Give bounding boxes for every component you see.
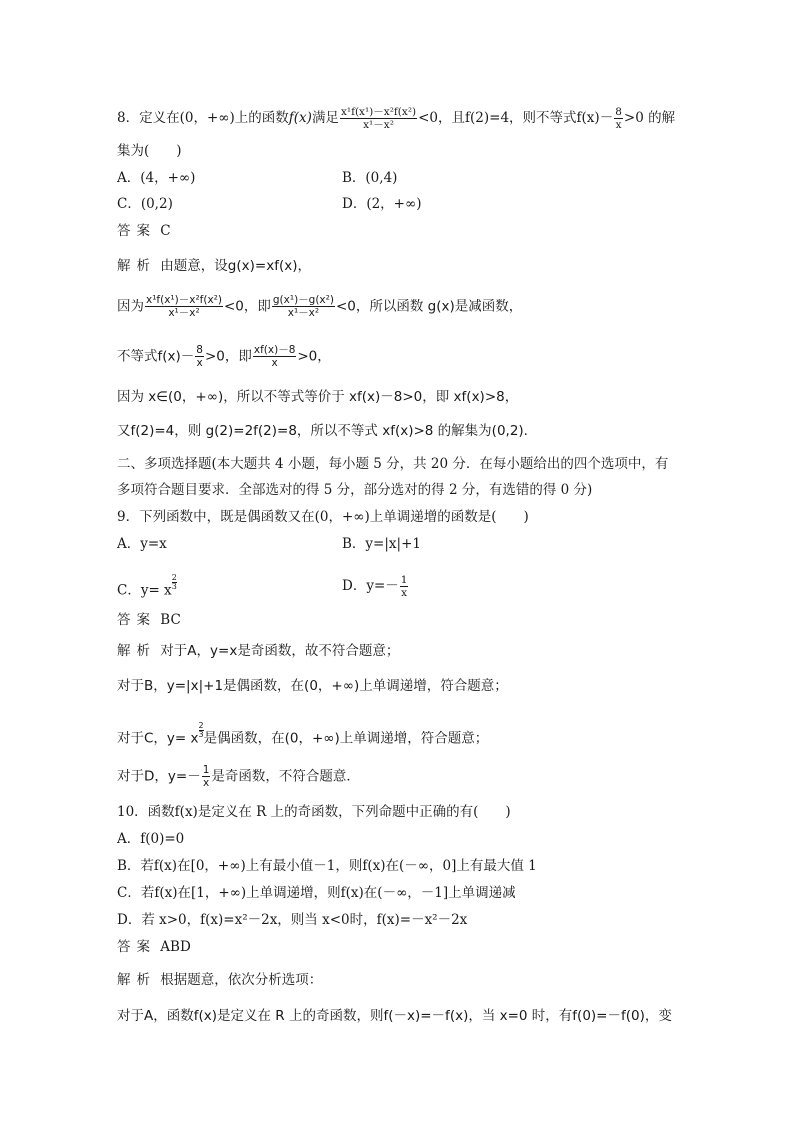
q9-analysis-3-pre: 对于C，y= x xyxy=(117,730,199,747)
q8-analysis-frac-b-den: x¹－x² xyxy=(287,307,320,319)
section2-heading-line1: 二、多项选择题(本大题共 4 小题，每小题 5 分，共 20 分．在每小题给出的四个选项中，有 xyxy=(117,456,669,472)
q8-analysis-1: 由题意，设g(x)=xf(x)， xyxy=(160,258,311,274)
q8-analysis-line1 xyxy=(117,257,311,275)
q8-analysis-3-mid: >0，即 xyxy=(204,348,252,365)
q8-fx: f(x) xyxy=(288,110,312,126)
q9-exp-num: 2 xyxy=(171,573,177,582)
q8-analysis-2-mid: <0，即 xyxy=(223,298,271,315)
q8-analysis-label: 解析 xyxy=(117,258,156,274)
q9-option-c xyxy=(117,574,177,600)
q10-option-c: C．若f(x)在[1，+∞)上单调递增，则f(x)在(－∞，－1]上单调递减 xyxy=(117,885,516,901)
q10-analysis-1: 根据题意，依次分析选项： xyxy=(160,972,323,988)
q9-analysis-frac xyxy=(202,764,211,789)
q8-analysis-line3 xyxy=(117,344,331,369)
q9-answer: BC xyxy=(160,612,181,628)
q8-stem-a: 8．定义在(0，+∞)上的函数 xyxy=(117,110,289,126)
q8-fraction2 xyxy=(614,106,623,131)
q10-analysis-label: 解析 xyxy=(117,972,156,988)
q10-answer: ABD xyxy=(160,939,191,955)
q9-option-d-frac xyxy=(400,574,409,599)
q9-analysis-frac-den: x xyxy=(202,777,210,789)
q8-answer-label: 答案 xyxy=(117,223,156,239)
q8-analysis-2-pre: 因为 xyxy=(117,298,144,315)
q9-answer-label: 答案 xyxy=(117,612,156,628)
q8-analysis-line2 xyxy=(117,294,522,319)
q8-stem-line1 xyxy=(117,106,675,131)
q9-option-d-text: D．y=－ xyxy=(342,578,399,594)
q8-analysis-frac-a-num: x¹f(x¹)－x²f(x²) xyxy=(146,294,222,306)
q8-analysis-frac-a-den: x¹－x² xyxy=(168,307,200,319)
q8-analysis-frac-a xyxy=(145,294,223,319)
q10-option-b: B．若f(x)在[0，+∞)上有最小值－1，则f(x)在(－∞，0]上有最大值 1 xyxy=(117,858,537,874)
q9-stem: 9．下列函数中，既是偶函数又在(0，+∞)上单调递增的函数是( ) xyxy=(117,509,529,525)
q8-analysis-frac-c-num: 8 xyxy=(196,344,203,356)
q8-analysis-frac-d xyxy=(253,344,297,369)
q9-analysis-frac-num: 1 xyxy=(202,764,210,776)
q9-analysis-line2: 对于B，y=|x|+1是偶函数，在(0，+∞)上单调递增，符合题意； xyxy=(117,678,508,694)
q9-analysis-exp-num: 2 xyxy=(198,721,204,730)
q10-analysis-line2: 对于A，函数f(x)是定义在 R 上的奇函数，则f(－x)=－f(x)，当 x=0 时，有f(0)=－f(0)，变 xyxy=(117,1008,672,1024)
q8-stem-c: <0，且f(2)=4，则不等式f(x)－ xyxy=(418,110,614,126)
q9-analysis-3-post: 是偶函数，在(0，+∞)上单调递增，符合题意； xyxy=(203,730,489,747)
q10-stem: 10．函数f(x)是定义在 R 上的奇函数，下列命题中正确的有( ) xyxy=(117,804,511,820)
q8-option-b: B．(0,4) xyxy=(342,170,398,186)
q8-analysis-frac-c xyxy=(195,344,204,369)
q8-analysis-frac-b-num: g(x¹)－g(x²) xyxy=(272,294,334,306)
q9-option-c-text: C．y= x xyxy=(117,582,172,599)
q9-exp-den: 3 xyxy=(171,582,177,591)
q9-analysis-1: 对于A，y=x是奇函数，故不符合题意； xyxy=(160,643,400,659)
q8-analysis-3-post: >0， xyxy=(297,348,331,365)
q8-frac-den: x¹－x² xyxy=(363,119,394,131)
q9-d-num: 1 xyxy=(400,574,408,586)
q8-frac2-num: 8 xyxy=(615,106,622,118)
section2-heading-line2: 多项符合题目要求．全部选对的得 5 分，部分选对的得 2 分，有选错的得 0 分) xyxy=(117,482,593,498)
q8-option-d: D．(2，+∞) xyxy=(342,196,422,212)
q8-stem-b: 满足 xyxy=(311,110,339,126)
q10-answer-line xyxy=(117,938,191,956)
q8-option-a: A．(4，+∞) xyxy=(117,170,196,186)
q9-analysis-line1 xyxy=(117,642,399,660)
q8-stem-d: >0 的解 xyxy=(623,110,676,126)
q8-frac2-den: x xyxy=(615,119,622,131)
q8-analysis-3-pre: 不等式f(x)－ xyxy=(117,348,195,365)
q8-analysis-line4: 因为 x∈(0，+∞)，所以不等式等价于 xf(x)－8>0，即 xf(x)>8， xyxy=(117,389,519,405)
q8-analysis-2-post: <0，所以函数 g(x)是减函数， xyxy=(335,298,523,315)
q9-analysis-line3 xyxy=(117,722,488,748)
q8-analysis-frac-d-num: xf(x)－8 xyxy=(253,344,296,356)
q9-answer-line xyxy=(117,611,181,629)
q10-analysis-line1 xyxy=(117,971,322,989)
q8-option-c: C．(0,2) xyxy=(117,196,173,212)
q9-analysis-label: 解析 xyxy=(117,643,156,659)
q8-frac-num: x¹f(x¹)－x²f(x²) xyxy=(340,106,417,118)
q8-answer: C xyxy=(160,223,171,239)
q9-option-b: B．y=|x|+1 xyxy=(342,536,421,552)
q9-analysis-4-pre: 对于D，y=－ xyxy=(117,768,201,785)
q9-option-d xyxy=(342,574,409,599)
q8-stem-line2: 集为( ) xyxy=(117,143,182,159)
q8-answer-line xyxy=(117,222,171,240)
q8-analysis-frac-b xyxy=(272,294,335,319)
q9-analysis-4-post: 是奇函数，不符合题意． xyxy=(211,768,360,785)
q10-answer-label: 答案 xyxy=(117,939,156,955)
q9-option-a: A．y=x xyxy=(117,536,167,552)
q8-analysis-line5: 又f(2)=4，则 g(2)=2f(2)=8，所以不等式 xf(x)>8 的解集为(0,2)． xyxy=(117,423,538,439)
q9-option-c-exponent xyxy=(172,574,177,591)
q9-analysis-line4 xyxy=(117,764,360,789)
q9-analysis-exp-den: 3 xyxy=(198,730,204,739)
q9-d-den: x xyxy=(401,587,408,599)
q8-fraction xyxy=(340,106,417,131)
q8-analysis-frac-c-den: x xyxy=(196,357,203,369)
q10-option-d: D．若 x>0，f(x)=x²－2x，则当 x<0时，f(x)=－x²－2x xyxy=(117,912,468,928)
q8-analysis-frac-d-den: x xyxy=(271,357,278,369)
q10-option-a: A．f(0)=0 xyxy=(117,831,185,847)
